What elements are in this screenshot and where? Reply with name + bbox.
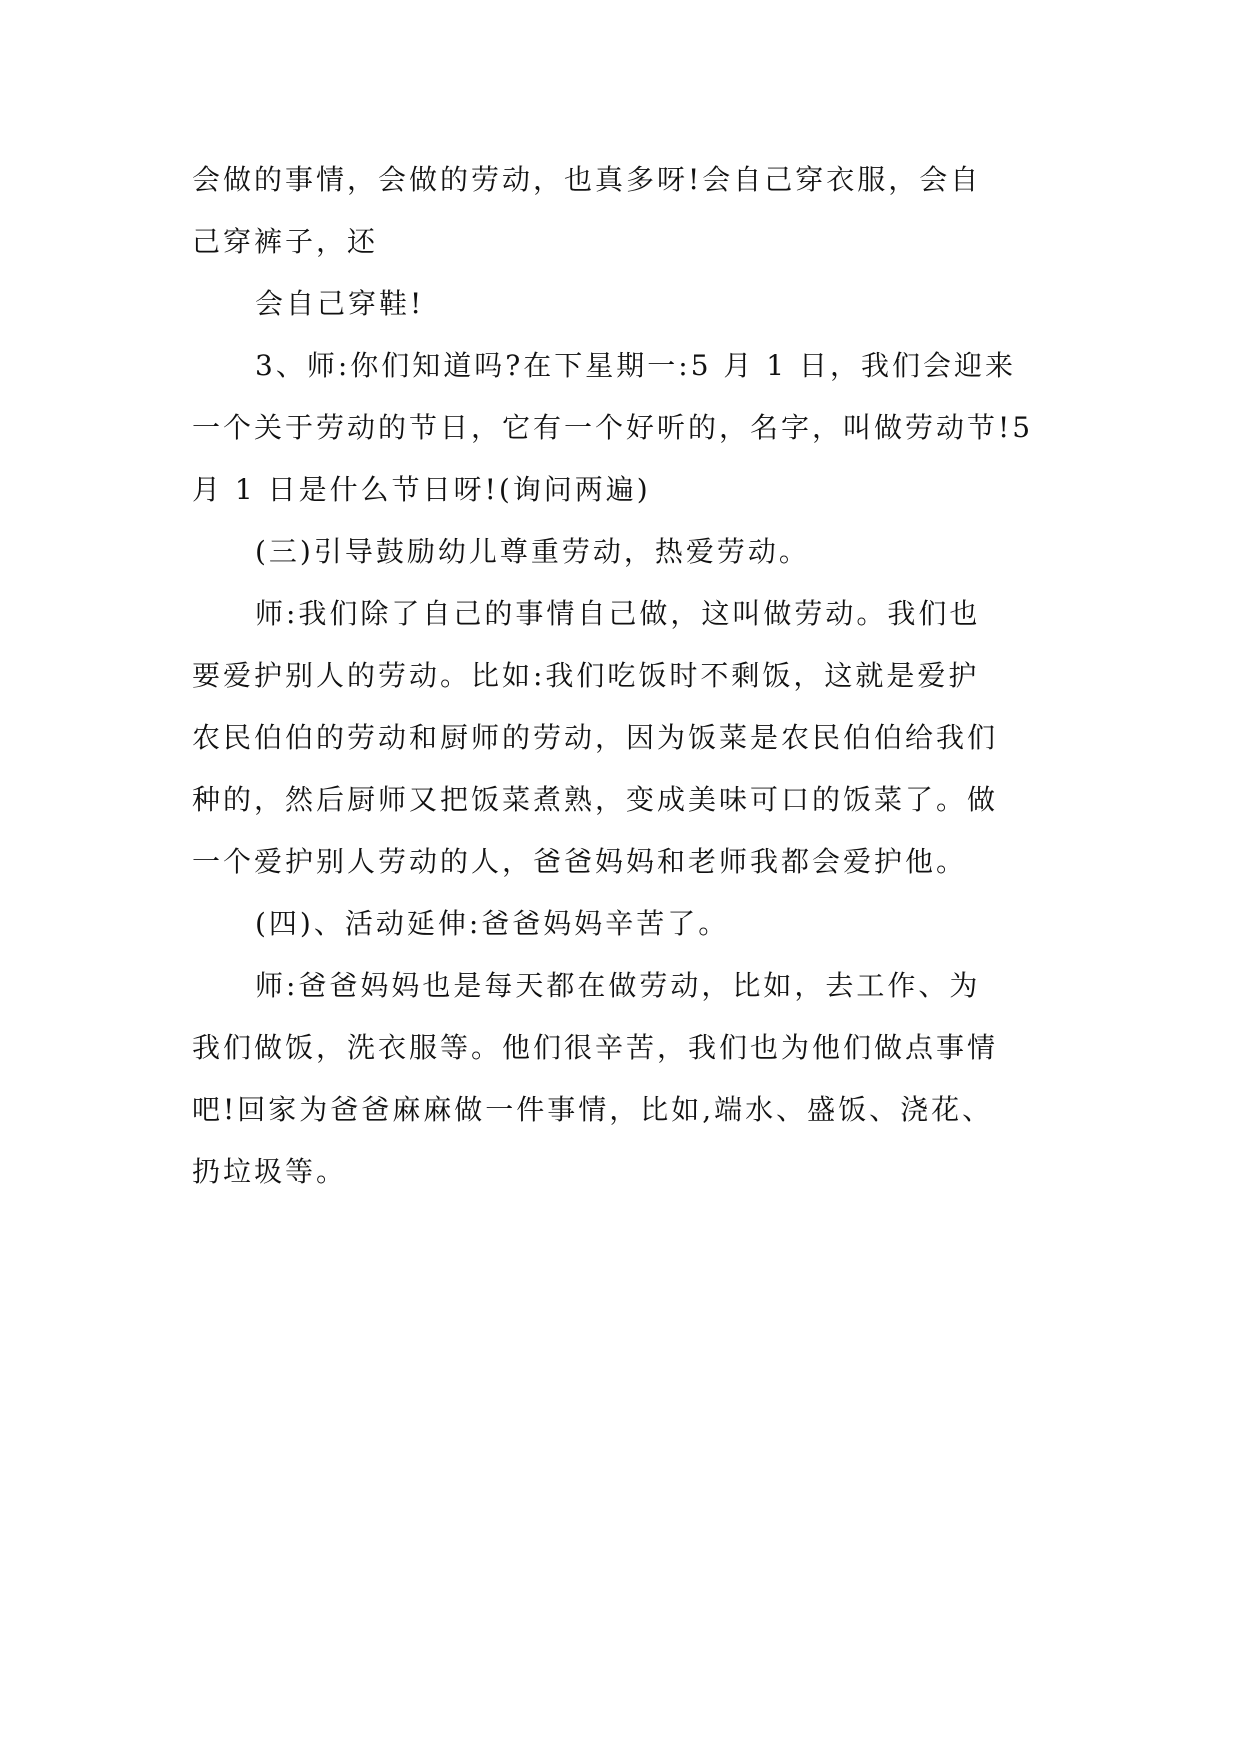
text-line: 师:爸爸妈妈也是每天都在做劳动，比如，去工作、为 [255,969,981,1002]
text-line: 师:我们除了自己的事情自己做，这叫做劳动。我们也 [255,597,981,630]
text-line: 要爱护别人的劳动。比如:我们吃饭时不剩饭，这就是爱护 [192,659,980,692]
text-line: 扔垃圾等。 [192,1155,348,1188]
text-line: 种的，然后厨师又把饭菜煮熟，变成美味可口的饭菜了。做 [192,783,999,816]
text-line: 我们做饭，洗衣服等。他们很辛苦，我们也为他们做点事情 [192,1031,999,1064]
text-line: 会做的事情，会做的劳动，也真多呀!会自己穿衣服，会自 [192,163,982,196]
text-line: (三)引导鼓励幼儿尊重劳动，热爱劳动。 [255,535,810,568]
text-line: 农民伯伯的劳动和厨师的劳动，因为饭菜是农民伯伯给我们 [192,721,999,754]
text-line: (四)、活动延伸:爸爸妈妈辛苦了。 [255,907,730,940]
text-line: 3、师:你们知道吗?在下星期一:5 月 1 日，我们会迎来 [255,349,1017,382]
text-line: 会自己穿鞋! [255,287,425,320]
text-line: 月 1 日是什么节日呀!(询问两遍) [192,473,651,506]
text-line: 一个爱护别人劳动的人，爸爸妈妈和老师我都会爱护他。 [192,845,968,878]
text-line: 吧!回家为爸爸麻麻做一件事情，比如,端水、盛饭、浇花、 [192,1093,994,1126]
document-body [192,158,1072,1212]
text-line: 己穿裤子，还 [192,225,379,258]
text-line: 一个关于劳动的节日，它有一个好听的，名字，叫做劳动节!5 [192,411,1034,444]
